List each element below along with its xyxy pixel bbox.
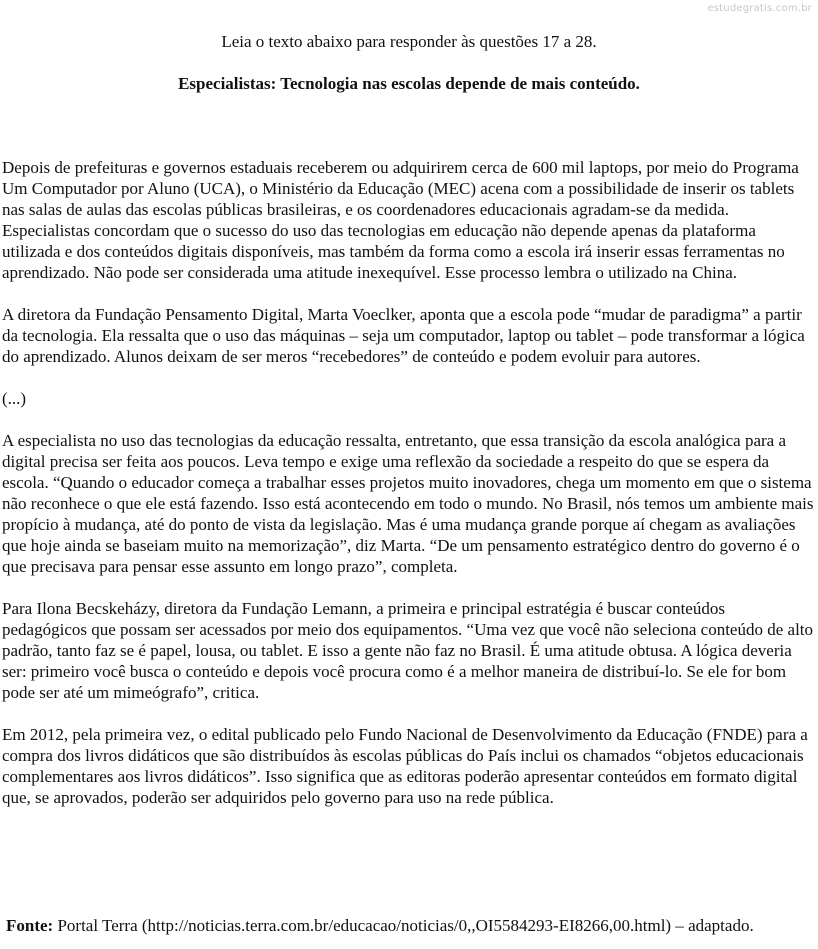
omission-marker: (...) (2, 389, 27, 408)
paragraph-1: Depois de prefeituras e governos estaduais receberem ou adquirirem cerca de 600 mil laptops, por meio do Programa Um Computador por Aluno (UCA), o Ministério da Educação (MEC) acena com a possibilidade de inserir os tablets nas salas de aulas das escolas públicas brasileiras, e os coordenadores educacionais agradam-se da medida. Especialistas concordam que o sucesso do uso das tecnologias em educação não depende apenas da plataforma utilizada e dos conteúdos digitais disponíveis, mas também da forma como a escola irá inserir essas ferramentas no aprendizado. Não pode ser considerada uma atitude inexequível. Esse processo lembra o utilizado na China. (2, 158, 799, 282)
source-citation (6, 916, 816, 936)
paragraph-4: Para Ilona Becskeházy, diretora da Fundação Lemann, a primeira e principal estratégia é buscar conteúdos pedagógicos que possam ser acessados por meio dos equipamentos. “Uma vez que você não seleciona conteúdo de alto padrão, tanto faz se é papel, lousa, ou tablet. E isso a gente não faz no Brasil. É uma atitude obtusa. A lógica deveria ser: primeiro você busca o conteúdo e depois você procura como é a melhor maneira de distribuí-lo. Se ele for bom pode ser até um mimeógrafo”, critica. (2, 599, 814, 702)
source-text: Portal Terra (http://noticias.terra.com.br/educacao/noticias/0,,OI5584293-EI8266,00.html) – adaptado. (53, 916, 754, 935)
site-watermark: estudegratis.com.br (707, 3, 812, 14)
paragraph-3: A especialista no uso das tecnologias da educação ressalta, entretanto, que essa transição da escola analógica para a digital precisa ser feita aos poucos. Leva tempo e exige uma reflexão da sociedade a respeito do que se espera da escola. “Quando o educador começa a trabalhar esses projetos muito inovadores, chega um momento em que o sistema não reconhece o que ele está fazendo. Isso está acontecendo em todo o mundo. No Brasil, nós temos um ambiente mais propício à mudança, até do ponto de vista da legislação. Mas é uma mudança grande porque aí chegam as avaliações que hoje ainda se baseiam muito na memorização”, diz Marta. “De um pensamento estratégico dentro do governo é o que precisava para pensar esse assunto em longo prazo”, completa. (2, 431, 814, 576)
paragraph-5: Em 2012, pela primeira vez, o edital publicado pelo Fundo Nacional de Desenvolvimento da Educação (FNDE) para a compra dos livros didáticos que são distribuídos às escolas públicas do País inclui os chamados “objetos educacionais complementares aos livros didáticos”. Isso significa que as editoras poderão apresentar conteúdos em formato digital que, se aprovados, poderão ser adquiridos pelo governo para uso na rede pública. (2, 725, 808, 807)
instruction-text: Leia o texto abaixo para responder às questões 17 a 28. (221, 32, 597, 51)
article-body (2, 157, 814, 829)
source-label: Fonte: (6, 916, 54, 935)
article-title: Especialistas: Tecnologia nas escolas depende de mais conteúdo. (178, 74, 640, 93)
paragraph-2: A diretora da Fundação Pensamento Digital, Marta Voeclker, aponta que a escola pode “mudar de paradigma” a partir da tecnologia. Ela ressalta que o uso das máquinas – seja um computador, laptop ou tablet – pode transformar a lógica do aprendizado. Alunos deixam de ser meros “recebedores” de conteúdo e podem evoluir para autores. (2, 305, 805, 366)
